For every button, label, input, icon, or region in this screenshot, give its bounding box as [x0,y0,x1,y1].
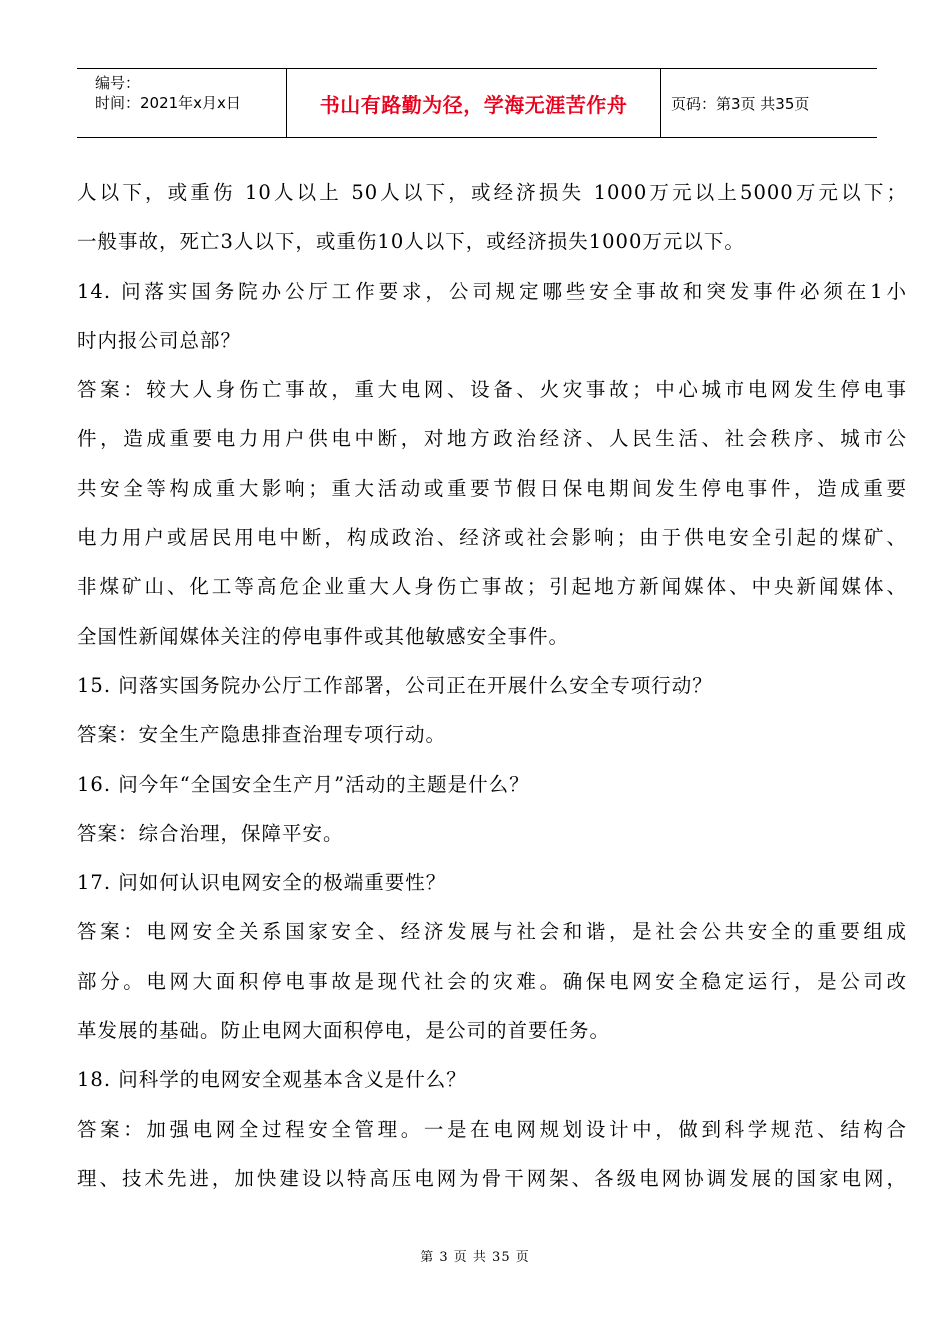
question-line: 14. 问落实国务院办公厅工作要求，公司规定哪些安全事故和突发事件必须在1小 [77,279,907,303]
document-time-label: 时间：2021年x月x日 [95,94,241,112]
header-meta [77,69,287,137]
answer-line: 件，造成重要电力用户供电中断，对地方政治经济、人民生活、社会秩序、城市公 [77,427,907,451]
answer-line: 革发展的基础。防止电网大面积停电，是公司的首要任务。 [77,1019,611,1043]
text-line: 人以下，或重伤 10人以上 50人以下，或经济损失 1000万元以上5000万元以下； [77,181,907,204]
page-header [77,68,877,138]
answer-line: 答案：加强电网全过程安全管理。一是在电网规划设计中，做到科学规范、结构合 [77,1117,907,1141]
header-page-number: 页码：第3页 共35页 [671,94,810,113]
answer-line: 部分。电网大面积停电事故是现代社会的灾难。确保电网安全稳定运行，是公司改 [77,969,907,993]
question-line: 15. 问落实国务院办公厅工作部署，公司正在开展什么安全专项行动？ [77,673,713,697]
page-footer: 第 3 页 共 35 页 [420,1250,530,1265]
answer-line: 共安全等构成重大影响；重大活动或重要节假日保电期间发生停电事件，造成重要 [77,476,907,500]
answer-line: 答案：较大人身伤亡事故，重大电网、设备、火灾事故；中心城市电网发生停电事 [77,378,907,402]
answer-line: 答案：电网安全关系国家安全、经济发展与社会和谐，是社会公共安全的重要组成 [77,920,907,944]
answer-line: 答案：安全生产隐患排查治理专项行动。 [77,723,447,747]
answer-line: 理、技术先进，加快建设以特高压电网为骨干网架、各级电网协调发展的国家电网， [77,1166,907,1190]
answer-line: 电力用户或居民用电中断，构成政治、经济或社会影响；由于供电安全引起的煤矿、 [77,526,907,550]
answer-line: 全国性新闻媒体关注的停电事件或其他敏感安全事件。 [77,624,570,648]
document-body [77,172,907,1207]
document-number-label: 编号： [95,74,141,92]
question-line: 16. 问今年“全国安全生产月”活动的主题是什么？ [77,772,530,796]
question-line: 时内报公司总部？ [77,328,242,352]
question-line: 18. 问科学的电网安全观基本含义是什么？ [77,1068,467,1092]
text-line: 一般事故，死亡3人以下，或重伤10人以下，或经济损失1000万元以下。 [77,230,745,254]
answer-line: 非煤矿山、化工等高危企业重大人身伤亡事故；引起地方新闻媒体、中央新闻媒体、 [77,575,907,599]
question-line: 17. 问如何认识电网安全的极端重要性？ [77,871,447,895]
header-motto: 书山有路勤为径，学海无涯苦作舟 [287,69,661,137]
answer-line: 答案：综合治理，保障平安。 [77,821,344,845]
